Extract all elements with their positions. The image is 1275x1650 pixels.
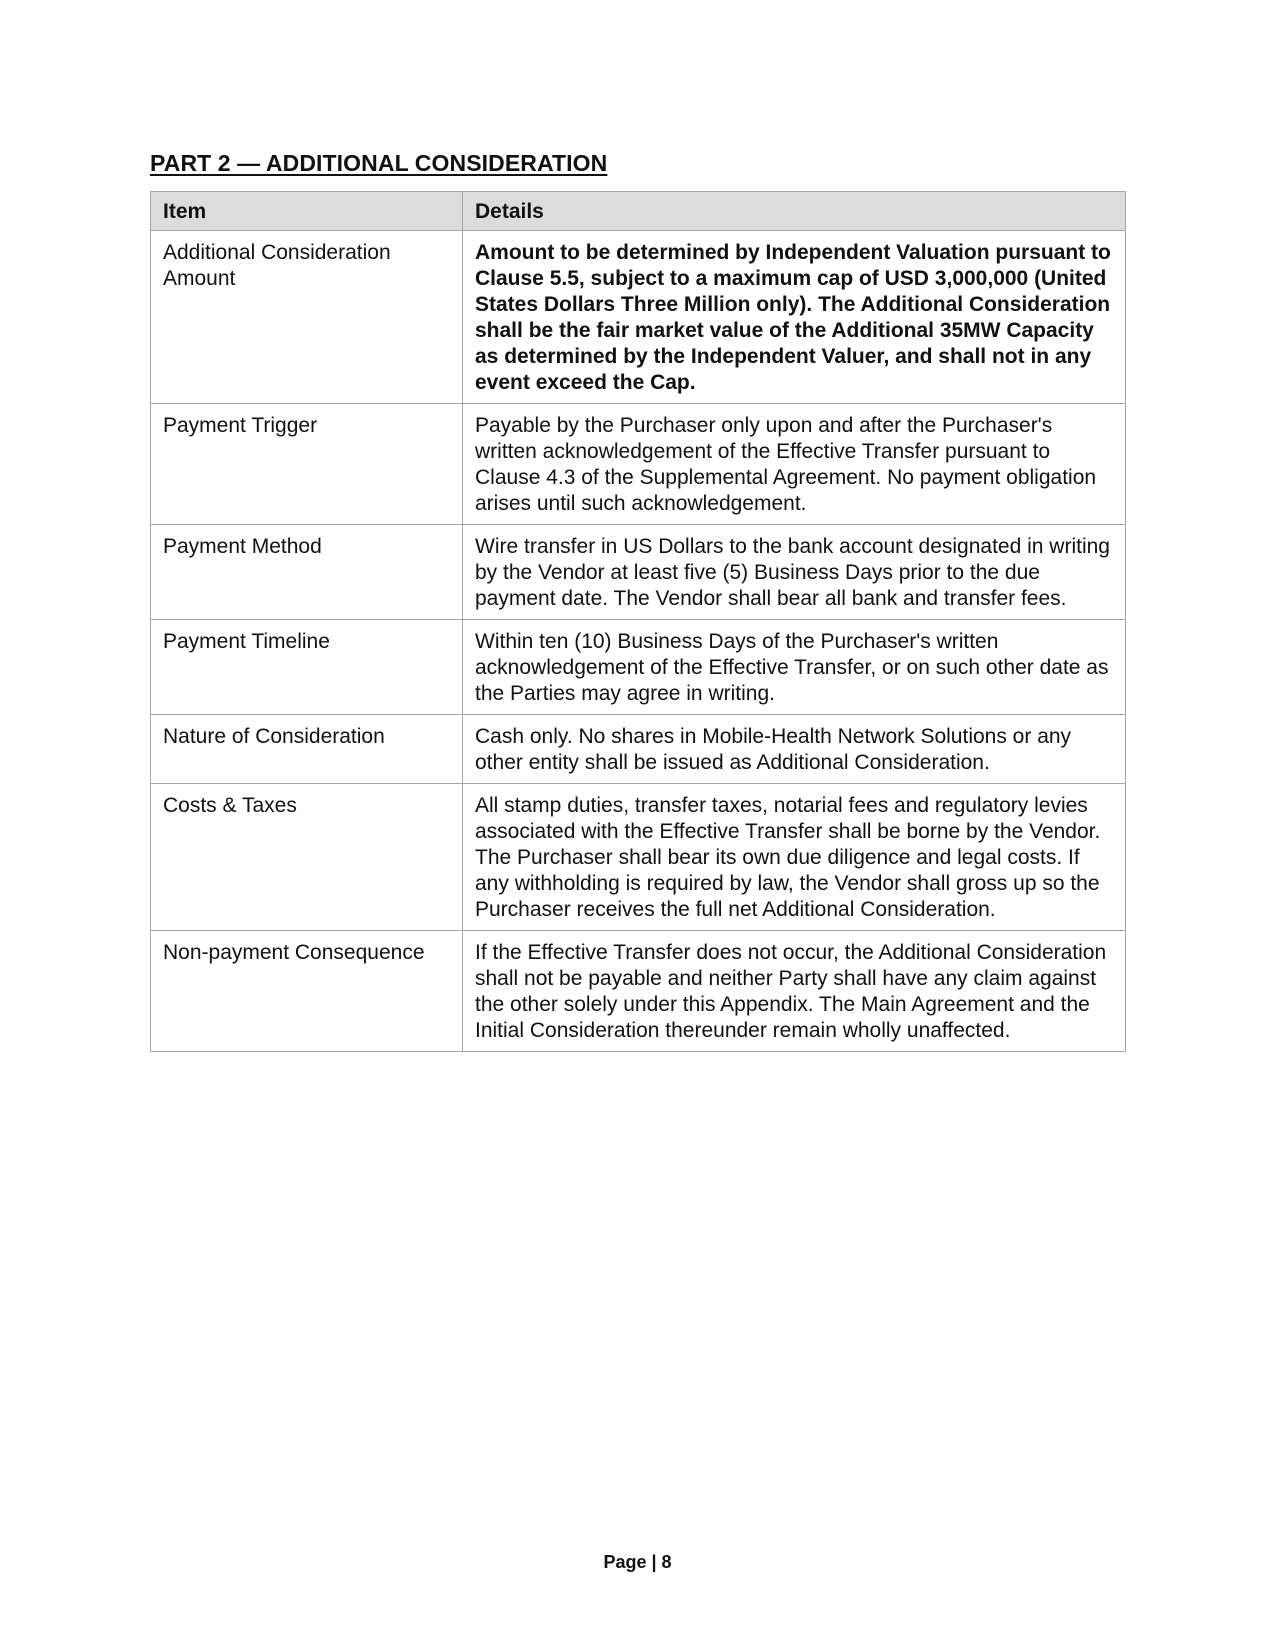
column-header-item: Item — [151, 192, 463, 231]
row-item-label: Payment Method — [151, 525, 463, 620]
row-item-label: Additional Consideration Amount — [151, 231, 463, 404]
row-details: All stamp duties, transfer taxes, notarial fees and regulatory levies associated with the Effective Transfer shall be borne by the Vendor. The Purchaser shall bear its own due diligence and legal costs. If any withholding is required by law, the Vendor shall gross up so the Purchaser receives the full net Additional Consideration. — [463, 784, 1126, 931]
additional-consideration-table — [150, 191, 1126, 1052]
row-item-label: Payment Timeline — [151, 620, 463, 715]
row-item-label: Costs & Taxes — [151, 784, 463, 931]
table-row — [151, 231, 1126, 404]
table-header-row — [151, 192, 1126, 231]
table-row — [151, 620, 1126, 715]
page-title: PART 2 — ADDITIONAL CONSIDERATION — [150, 150, 608, 176]
table-row — [151, 404, 1126, 525]
column-header-details: Details — [463, 192, 1126, 231]
page-number: Page | 8 — [603, 1552, 672, 1572]
row-details: If the Effective Transfer does not occur, the Additional Consideration shall not be payable and neither Party shall have any claim against the other solely under this Appendix. The Main Agreement and the Initial Consideration thereunder remain wholly unaffected. — [463, 931, 1126, 1052]
row-details: Within ten (10) Business Days of the Purchaser's written acknowledgement of the Effective Transfer, or on such other date as the Parties may agree in writing. — [463, 620, 1126, 715]
row-details: Amount to be determined by Independent Valuation pursuant to Clause 5.5, subject to a maximum cap of USD 3,000,000 (United States Dollars Three Million only). The Additional Consideration shall be the fair market value of the Additional 35MW Capacity as determined by the Independent Valuer, and shall not in any event exceed the Cap. — [463, 231, 1126, 404]
table-row — [151, 525, 1126, 620]
row-item-label: Non-payment Consequence — [151, 931, 463, 1052]
table-row — [151, 931, 1126, 1052]
row-item-label: Nature of Consideration — [151, 715, 463, 784]
table-row — [151, 784, 1126, 931]
row-item-label: Payment Trigger — [151, 404, 463, 525]
row-details: Cash only. No shares in Mobile-Health Network Solutions or any other entity shall be issued as Additional Consideration. — [463, 715, 1126, 784]
row-details: Payable by the Purchaser only upon and after the Purchaser's written acknowledgement of the Effective Transfer pursuant to Clause 4.3 of the Supplemental Agreement. No payment obligation arises until such acknowledgement. — [463, 404, 1126, 525]
table-row — [151, 715, 1126, 784]
row-details: Wire transfer in US Dollars to the bank account designated in writing by the Vendor at least five (5) Business Days prior to the due payment date. The Vendor shall bear all bank and transfer fees. — [463, 525, 1126, 620]
